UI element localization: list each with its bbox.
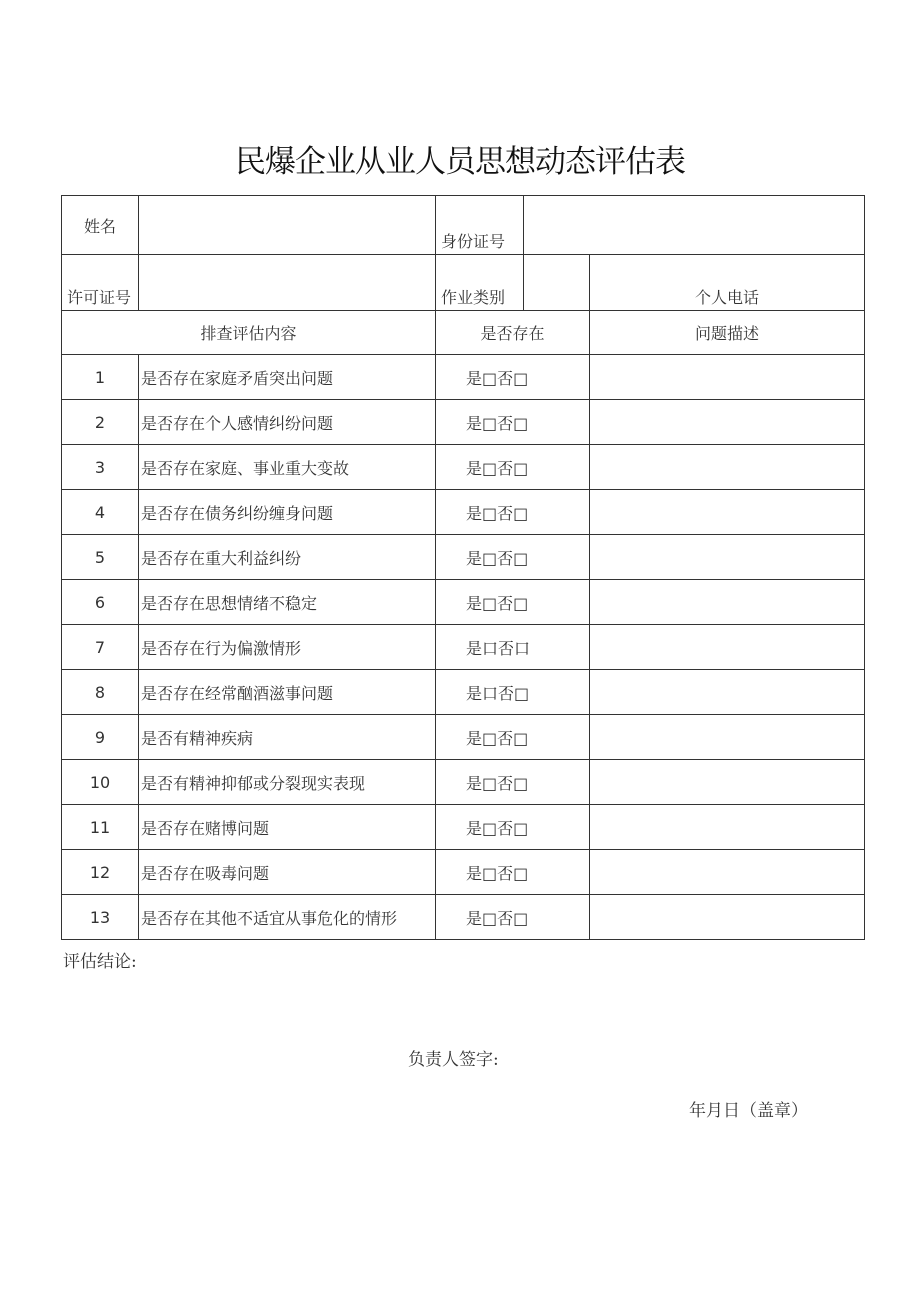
table-row bbox=[62, 580, 865, 625]
permit-number-field[interactable] bbox=[139, 255, 436, 311]
yes-no-checkbox-group[interactable]: 是□否□ bbox=[436, 805, 590, 850]
table-row bbox=[62, 625, 865, 670]
row-item-text: 是否有精神抑郁或分裂现实表现 bbox=[139, 760, 436, 805]
problem-description-field[interactable] bbox=[590, 445, 865, 490]
yes-no-checkbox-group[interactable]: 是口否□ bbox=[436, 670, 590, 715]
row-number: 9 bbox=[62, 715, 139, 760]
row-number: 4 bbox=[62, 490, 139, 535]
row-item-text: 是否存在个人感情纠纷问题 bbox=[139, 400, 436, 445]
id-number-field[interactable] bbox=[524, 196, 865, 255]
row-item-text: 是否存在重大利益纠纷 bbox=[139, 535, 436, 580]
row-number: 7 bbox=[62, 625, 139, 670]
problem-description-field[interactable] bbox=[590, 490, 865, 535]
row-item-text: 是否存在债务纠纷缠身问题 bbox=[139, 490, 436, 535]
job-category-label: 作业类别 bbox=[436, 255, 524, 311]
row-number: 13 bbox=[62, 895, 139, 940]
header-content: 排查评估内容 bbox=[62, 311, 436, 355]
row-item-text: 是否有精神疾病 bbox=[139, 715, 436, 760]
row-number: 1 bbox=[62, 355, 139, 400]
yes-no-checkbox-group[interactable]: 是□否□ bbox=[436, 580, 590, 625]
problem-description-field[interactable] bbox=[590, 850, 865, 895]
id-number-label: 身份证号 bbox=[436, 196, 524, 255]
table-row bbox=[62, 760, 865, 805]
signature-label: 负责人签字: bbox=[408, 1050, 499, 1070]
yes-no-checkbox-group[interactable]: 是口否口 bbox=[436, 625, 590, 670]
row-item-text: 是否存在其他不适宜从事危化的情形 bbox=[139, 895, 436, 940]
permit-job-phone-row bbox=[62, 255, 865, 311]
yes-no-checkbox-group[interactable]: 是□否□ bbox=[436, 355, 590, 400]
table-row bbox=[62, 535, 865, 580]
row-number: 11 bbox=[62, 805, 139, 850]
item-rows bbox=[62, 355, 865, 940]
name-id-row bbox=[62, 196, 865, 255]
table-row bbox=[62, 445, 865, 490]
table-row bbox=[62, 400, 865, 445]
permit-number-label: 许可证号 bbox=[62, 255, 139, 311]
row-number: 6 bbox=[62, 580, 139, 625]
table-row bbox=[62, 355, 865, 400]
personal-phone-label: 个人电话 bbox=[590, 255, 865, 311]
problem-description-field[interactable] bbox=[590, 625, 865, 670]
problem-description-field[interactable] bbox=[590, 670, 865, 715]
table-row bbox=[62, 715, 865, 760]
table-header-row bbox=[62, 311, 865, 355]
assessment-form-table bbox=[61, 195, 865, 940]
table-row bbox=[62, 670, 865, 715]
yes-no-checkbox-group[interactable]: 是□否□ bbox=[436, 535, 590, 580]
yes-no-checkbox-group[interactable]: 是□否□ bbox=[436, 760, 590, 805]
problem-description-field[interactable] bbox=[590, 535, 865, 580]
problem-description-field[interactable] bbox=[590, 715, 865, 760]
name-label: 姓名 bbox=[62, 196, 139, 255]
problem-description-field[interactable] bbox=[590, 760, 865, 805]
table-row bbox=[62, 895, 865, 940]
row-item-text: 是否存在家庭、事业重大变故 bbox=[139, 445, 436, 490]
row-item-text: 是否存在行为偏激情形 bbox=[139, 625, 436, 670]
problem-description-field[interactable] bbox=[590, 895, 865, 940]
problem-description-field[interactable] bbox=[590, 805, 865, 850]
row-item-text: 是否存在吸毒问题 bbox=[139, 850, 436, 895]
table-row bbox=[62, 490, 865, 535]
row-item-text: 是否存在经常酗酒滋事问题 bbox=[139, 670, 436, 715]
problem-description-field[interactable] bbox=[590, 400, 865, 445]
row-item-text: 是否存在思想情绪不稳定 bbox=[139, 580, 436, 625]
yes-no-checkbox-group[interactable]: 是□否□ bbox=[436, 715, 590, 760]
yes-no-checkbox-group[interactable]: 是□否□ bbox=[436, 850, 590, 895]
yes-no-checkbox-group[interactable]: 是□否□ bbox=[436, 490, 590, 535]
row-item-text: 是否存在赌博问题 bbox=[139, 805, 436, 850]
problem-description-field[interactable] bbox=[590, 580, 865, 625]
page-title: 民爆企业从业人员思想动态评估表 bbox=[235, 144, 685, 180]
row-number: 5 bbox=[62, 535, 139, 580]
header-description: 问题描述 bbox=[590, 311, 865, 355]
name-field[interactable] bbox=[139, 196, 436, 255]
job-category-field[interactable] bbox=[524, 255, 590, 311]
row-number: 8 bbox=[62, 670, 139, 715]
table-row bbox=[62, 850, 865, 895]
row-number: 12 bbox=[62, 850, 139, 895]
conclusion-label: 评估结论: bbox=[63, 952, 137, 972]
row-number: 3 bbox=[62, 445, 139, 490]
row-number: 10 bbox=[62, 760, 139, 805]
row-item-text: 是否存在家庭矛盾突出问题 bbox=[139, 355, 436, 400]
yes-no-checkbox-group[interactable]: 是□否□ bbox=[436, 400, 590, 445]
yes-no-checkbox-group[interactable]: 是□否□ bbox=[436, 445, 590, 490]
date-seal-label: 年月日（盖章） bbox=[689, 1101, 808, 1121]
row-number: 2 bbox=[62, 400, 139, 445]
table-row bbox=[62, 805, 865, 850]
problem-description-field[interactable] bbox=[590, 355, 865, 400]
yes-no-checkbox-group[interactable]: 是□否□ bbox=[436, 895, 590, 940]
header-exists: 是否存在 bbox=[436, 311, 590, 355]
